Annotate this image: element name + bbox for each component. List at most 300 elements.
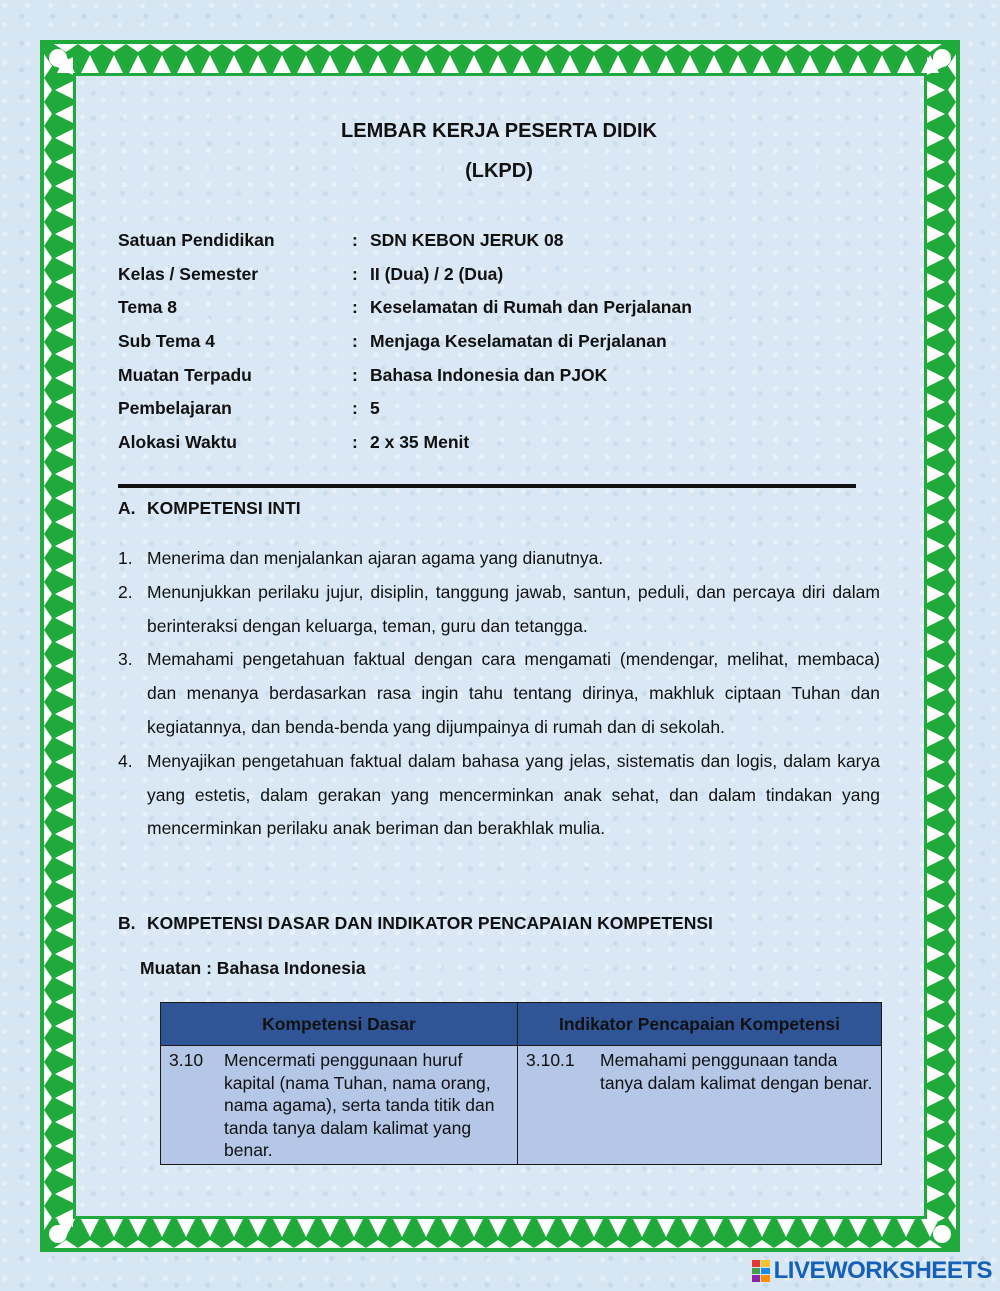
frame-triangle — [774, 44, 798, 52]
frame-triangle — [558, 44, 582, 52]
frame-triangle — [927, 1185, 945, 1203]
frame-triangle — [393, 1219, 411, 1237]
frame-triangle — [777, 1219, 795, 1237]
frame-triangle — [705, 1219, 723, 1237]
frame-triangle — [948, 990, 956, 1014]
frame-triangle — [44, 630, 52, 654]
frame-triangle — [927, 345, 945, 363]
table-cell — [518, 1046, 882, 1165]
frame-triangle — [129, 55, 147, 73]
frame-triangle — [558, 1240, 582, 1248]
frame-triangle — [927, 1065, 945, 1083]
frame-triangle — [948, 270, 956, 294]
frame-triangle — [417, 55, 435, 73]
frame-triangle — [927, 417, 945, 435]
frame-triangle — [44, 654, 52, 678]
frame-triangle — [729, 1219, 747, 1237]
frame-triangle — [414, 1240, 438, 1248]
frame-triangle — [948, 342, 956, 366]
frame-triangle — [927, 537, 945, 555]
frame-triangle — [489, 55, 507, 73]
frame-triangle — [44, 222, 52, 246]
frame-triangle — [927, 225, 945, 243]
section-title: KOMPETENSI DASAR DAN INDIKATOR PENCAPAIAN KOMPETENSI — [147, 913, 713, 933]
info-value: SDN KEBON JERUK 08 — [370, 230, 564, 250]
info-value: Bahasa Indonesia dan PJOK — [370, 365, 608, 385]
frame-triangle — [198, 1240, 222, 1248]
frame-triangle — [44, 462, 52, 486]
frame-triangle — [726, 44, 750, 52]
frame-triangle — [44, 270, 52, 294]
frame-triangle — [342, 44, 366, 52]
frame-triangle — [44, 1206, 52, 1230]
frame-triangle — [948, 654, 956, 678]
frame-triangle — [102, 44, 126, 52]
frame-triangle — [55, 105, 73, 123]
frame-triangle — [948, 1182, 956, 1206]
frame-triangle — [948, 1014, 956, 1038]
frame-triangle — [948, 582, 956, 606]
frame-triangle — [948, 246, 956, 270]
frame-triangle — [44, 774, 52, 798]
frame-triangle — [150, 1240, 174, 1248]
frame-triangle — [153, 1219, 171, 1237]
frame-triangle — [318, 1240, 342, 1248]
info-colon: : — [352, 398, 358, 418]
muatan-label: Muatan : Bahasa Indonesia — [140, 958, 366, 978]
info-colon: : — [352, 331, 358, 351]
frame-triangle — [126, 44, 150, 52]
frame-triangle — [927, 249, 945, 267]
frame-triangle — [948, 942, 956, 966]
table-row — [161, 1046, 882, 1165]
table-cell — [161, 1046, 518, 1165]
table-header: Indikator Pencapaian Kompetensi — [518, 1003, 882, 1046]
frame-triangle — [44, 342, 52, 366]
frame-triangle — [948, 78, 956, 102]
frame-triangle — [948, 798, 956, 822]
frame-triangle — [801, 55, 819, 73]
frame-triangle — [44, 750, 52, 774]
info-value: II (Dua) / 2 (Dua) — [370, 264, 504, 284]
frame-triangle — [177, 1219, 195, 1237]
frame-triangle — [948, 102, 956, 126]
frame-triangle — [825, 1219, 843, 1237]
frame-triangle — [55, 345, 73, 363]
frame-triangle — [582, 44, 606, 52]
frame-triangle — [681, 1219, 699, 1237]
frame-triangle — [438, 1240, 462, 1248]
info-row — [118, 230, 880, 260]
frame-triangle — [897, 1219, 915, 1237]
frame-triangle — [489, 1219, 507, 1237]
frame-triangle — [513, 55, 531, 73]
frame-triangle — [441, 55, 459, 73]
info-label: Muatan Terpadu — [118, 365, 252, 385]
frame-triangle — [273, 55, 291, 73]
frame-triangle — [44, 918, 52, 942]
frame-triangle — [927, 705, 945, 723]
frame-triangle — [948, 1062, 956, 1086]
frame-triangle — [55, 465, 73, 483]
frame-triangle — [705, 55, 723, 73]
frame-triangle — [44, 366, 52, 390]
frame-triangle — [927, 993, 945, 1011]
frame-triangle — [225, 55, 243, 73]
frame-triangle — [534, 1240, 558, 1248]
frame-triangle — [345, 55, 363, 73]
frame-triangle — [849, 55, 867, 73]
info-row — [118, 432, 880, 462]
frame-triangle — [702, 44, 726, 52]
frame-triangle — [465, 1219, 483, 1237]
frame-triangle — [366, 44, 390, 52]
list-number: 2. — [118, 581, 133, 602]
frame-triangle — [55, 609, 73, 627]
frame-triangle — [102, 1240, 126, 1248]
frame-triangle — [105, 55, 123, 73]
frame-triangle — [294, 44, 318, 52]
frame-triangle — [273, 1219, 291, 1237]
frame-corner-dot — [933, 49, 951, 67]
frame-triangle — [342, 1240, 366, 1248]
frame-triangle — [55, 729, 73, 747]
document-title: LEMBAR KERJA PESERTA DIDIK — [341, 120, 657, 142]
frame-triangle — [927, 153, 945, 171]
info-row — [118, 297, 880, 327]
frame-triangle — [774, 1240, 798, 1248]
frame-triangle — [948, 846, 956, 870]
frame-triangle — [55, 1137, 73, 1155]
frame-triangle — [249, 1219, 267, 1237]
frame-triangle — [927, 753, 945, 771]
frame-triangle — [55, 1065, 73, 1083]
frame-triangle — [44, 990, 52, 1014]
frame-triangle — [177, 55, 195, 73]
frame-triangle — [297, 55, 315, 73]
frame-triangle — [44, 510, 52, 534]
frame-triangle — [44, 1134, 52, 1158]
frame-triangle — [201, 1219, 219, 1237]
frame-triangle — [927, 321, 945, 339]
frame-triangle — [948, 150, 956, 174]
list-item — [118, 576, 880, 644]
frame-triangle — [726, 1240, 750, 1248]
kd-code: 3.10 — [169, 1050, 204, 1070]
list-item — [118, 643, 880, 744]
frame-triangle — [927, 1161, 945, 1179]
frame-triangle — [44, 798, 52, 822]
info-row — [118, 331, 880, 361]
frame-triangle — [561, 55, 579, 73]
frame-triangle — [222, 44, 246, 52]
frame-triangle — [105, 1219, 123, 1237]
frame-triangle — [55, 777, 73, 795]
frame-triangle — [318, 44, 342, 52]
frame-triangle — [561, 1219, 579, 1237]
frame-triangle — [81, 55, 99, 73]
frame-triangle — [927, 825, 945, 843]
liveworksheets-logo-icon — [752, 1260, 770, 1282]
frame-triangle — [438, 44, 462, 52]
frame-triangle — [55, 753, 73, 771]
frame-corner-dot — [933, 1225, 951, 1243]
frame-triangle — [44, 678, 52, 702]
frame-triangle — [44, 150, 52, 174]
list-text: Memahami pengetahuan faktual dengan cara mengamati (mendengar, melihat, membaca) dan menanya berdasarkan rasa ingin tahu tentang dirinya, makhluk ciptaan Tuhan dan kegiatannya, dan benda-benda yang dijumpainya di rumah dan di sekolah. — [147, 649, 880, 737]
frame-triangle — [606, 44, 630, 52]
frame-triangle — [927, 681, 945, 699]
frame-triangle — [948, 174, 956, 198]
frame-triangle — [822, 44, 846, 52]
info-value: Keselamatan di Rumah dan Perjalanan — [370, 297, 692, 317]
frame-triangle — [927, 489, 945, 507]
frame-triangle — [630, 44, 654, 52]
info-label: Alokasi Waktu — [118, 432, 237, 452]
frame-triangle — [927, 729, 945, 747]
frame-triangle — [44, 582, 52, 606]
frame-triangle — [44, 126, 52, 150]
frame-triangle — [681, 55, 699, 73]
frame-triangle — [927, 369, 945, 387]
info-row — [118, 398, 880, 428]
divider-line — [118, 484, 856, 488]
frame-triangle — [927, 873, 945, 891]
frame-triangle — [822, 1240, 846, 1248]
frame-triangle — [44, 1086, 52, 1110]
frame-triangle — [750, 1240, 774, 1248]
frame-triangle — [78, 44, 102, 52]
frame-triangle — [585, 1219, 603, 1237]
frame-triangle — [873, 55, 891, 73]
frame-triangle — [846, 1240, 870, 1248]
frame-triangle — [633, 1219, 651, 1237]
frame-triangle — [55, 561, 73, 579]
frame-triangle — [927, 177, 945, 195]
frame-triangle — [297, 1219, 315, 1237]
frame-triangle — [798, 44, 822, 52]
section-letter: B. — [118, 913, 136, 933]
section-title: KOMPETENSI INTI — [147, 498, 301, 518]
frame-triangle — [948, 606, 956, 630]
frame-triangle — [948, 1110, 956, 1134]
frame-triangle — [678, 1240, 702, 1248]
frame-triangle — [897, 55, 915, 73]
list-number: 1. — [118, 548, 133, 568]
frame-triangle — [55, 681, 73, 699]
frame-triangle — [55, 1113, 73, 1131]
list-text: Menunjukkan perilaku jujur, disiplin, tanggung jawab, santun, peduli, dan percaya diri dalam berinteraksi dengan keluarga, teman, guru dan tetangga. — [147, 581, 880, 636]
frame-triangle — [873, 1219, 891, 1237]
frame-triangle — [55, 489, 73, 507]
frame-triangle — [948, 918, 956, 942]
info-label: Satuan Pendidikan — [118, 230, 275, 250]
frame-triangle — [894, 1240, 918, 1248]
list-item — [118, 745, 880, 846]
frame-triangle — [927, 801, 945, 819]
frame-triangle — [927, 969, 945, 987]
frame-triangle — [948, 1038, 956, 1062]
frame-triangle — [948, 702, 956, 726]
frame-triangle — [55, 1161, 73, 1179]
frame-triangle — [55, 369, 73, 387]
frame-triangle — [657, 1219, 675, 1237]
frame-triangle — [927, 609, 945, 627]
frame-triangle — [44, 1158, 52, 1182]
frame-triangle — [417, 1219, 435, 1237]
frame-triangle — [246, 44, 270, 52]
info-label: Tema 8 — [118, 297, 178, 317]
frame-triangle — [81, 1219, 99, 1237]
frame-triangle — [927, 105, 945, 123]
frame-triangle — [55, 945, 73, 963]
frame-triangle — [870, 1240, 894, 1248]
frame-triangle — [948, 1158, 956, 1182]
kd-text: Mencermati penggunaan huruf kapital (nama Tuhan, nama orang, nama agama), serta tanda titik dan tanda tanya dalam kalimat yang benar. — [224, 1050, 495, 1160]
frame-triangle — [55, 537, 73, 555]
frame-triangle — [462, 44, 486, 52]
frame-triangle — [777, 55, 795, 73]
frame-triangle — [927, 297, 945, 315]
frame-triangle — [44, 726, 52, 750]
frame-triangle — [948, 1206, 956, 1230]
table-header: Kompetensi Dasar — [161, 1003, 518, 1046]
frame-triangle — [927, 1113, 945, 1131]
frame-triangle — [948, 534, 956, 558]
frame-triangle — [44, 1182, 52, 1206]
frame-triangle — [55, 153, 73, 171]
frame-corner-dot — [49, 1225, 67, 1243]
frame-triangle — [948, 966, 956, 990]
frame-triangle — [55, 393, 73, 411]
info-colon: : — [352, 365, 358, 385]
frame-triangle — [55, 1041, 73, 1059]
info-label: Sub Tema 4 — [118, 331, 215, 351]
frame-triangle — [55, 273, 73, 291]
frame-triangle — [270, 44, 294, 52]
frame-triangle — [537, 1219, 555, 1237]
frame-triangle — [55, 921, 73, 939]
frame-triangle — [927, 1137, 945, 1155]
list-text: Menyajikan pengetahuan faktual dalam bahasa yang jelas, sistematis dan logis, dalam karya yang estetis, dalam gerakan yang mencerminkan anak sehat, dan dalam tindakan yang mencerminkan perilaku anak beriman dan berakhlak mulia. — [147, 750, 880, 839]
list-number: 4. — [118, 750, 133, 771]
frame-triangle — [129, 1219, 147, 1237]
info-value: Menjaga Keselamatan di Perjalanan — [370, 331, 667, 351]
frame-triangle — [927, 1089, 945, 1107]
frame-triangle — [44, 1014, 52, 1038]
frame-triangle — [927, 513, 945, 531]
frame-triangle — [927, 1041, 945, 1059]
frame-triangle — [750, 44, 774, 52]
section-letter: A. — [118, 498, 136, 518]
list-number: 3. — [118, 649, 133, 670]
frame-triangle — [44, 1038, 52, 1062]
frame-triangle — [948, 726, 956, 750]
info-colon: : — [352, 264, 358, 284]
frame-triangle — [44, 966, 52, 990]
frame-triangle — [55, 81, 73, 99]
frame-triangle — [633, 55, 651, 73]
kompetensi-table — [160, 1002, 882, 1165]
frame-triangle — [825, 55, 843, 73]
frame-triangle — [55, 177, 73, 195]
info-colon: : — [352, 230, 358, 250]
frame-triangle — [537, 55, 555, 73]
frame-triangle — [55, 585, 73, 603]
frame-triangle — [44, 318, 52, 342]
frame-triangle — [55, 321, 73, 339]
frame-triangle — [657, 55, 675, 73]
frame-triangle — [44, 822, 52, 846]
frame-triangle — [55, 705, 73, 723]
frame-triangle — [846, 44, 870, 52]
info-value: 2 x 35 Menit — [370, 432, 470, 452]
frame-triangle — [44, 1110, 52, 1134]
frame-triangle — [44, 894, 52, 918]
frame-triangle — [55, 969, 73, 987]
frame-triangle — [927, 633, 945, 651]
frame-triangle — [44, 198, 52, 222]
info-colon: : — [352, 297, 358, 317]
frame-triangle — [609, 55, 627, 73]
frame-triangle — [55, 201, 73, 219]
frame-triangle — [927, 897, 945, 915]
frame-triangle — [948, 1134, 956, 1158]
frame-triangle — [44, 414, 52, 438]
frame-triangle — [654, 1240, 678, 1248]
frame-triangle — [44, 534, 52, 558]
list-text: Menerima dan menjalankan ajaran agama yang dianutnya. — [147, 548, 604, 568]
frame-triangle — [486, 1240, 510, 1248]
frame-triangle — [462, 1240, 486, 1248]
frame-triangle — [927, 393, 945, 411]
frame-triangle — [948, 486, 956, 510]
frame-triangle — [927, 273, 945, 291]
frame-triangle — [927, 465, 945, 483]
frame-triangle — [44, 102, 52, 126]
frame-triangle — [798, 1240, 822, 1248]
frame-triangle — [948, 294, 956, 318]
frame-triangle — [44, 942, 52, 966]
frame-triangle — [582, 1240, 606, 1248]
ipk-text: Memahami penggunaan tanda tanya dalam kalimat dengan benar. — [600, 1050, 873, 1093]
frame-triangle — [948, 126, 956, 150]
frame-triangle — [44, 78, 52, 102]
frame-triangle — [225, 1219, 243, 1237]
frame-triangle — [222, 1240, 246, 1248]
frame-triangle — [927, 585, 945, 603]
list-item — [118, 542, 880, 576]
info-row — [118, 264, 880, 294]
frame-triangle — [369, 55, 387, 73]
info-row — [118, 365, 880, 395]
frame-triangle — [609, 1219, 627, 1237]
frame-triangle — [948, 438, 956, 462]
frame-triangle — [270, 1240, 294, 1248]
frame-triangle — [44, 1062, 52, 1086]
kompetensi-inti-list — [118, 542, 880, 846]
frame-triangle — [753, 1219, 771, 1237]
frame-triangle — [927, 561, 945, 579]
frame-triangle — [321, 1219, 339, 1237]
frame-triangle — [927, 945, 945, 963]
frame-triangle — [390, 1240, 414, 1248]
frame-triangle — [366, 1240, 390, 1248]
frame-triangle — [198, 44, 222, 52]
frame-triangle — [948, 894, 956, 918]
frame-triangle — [201, 55, 219, 73]
frame-triangle — [55, 825, 73, 843]
